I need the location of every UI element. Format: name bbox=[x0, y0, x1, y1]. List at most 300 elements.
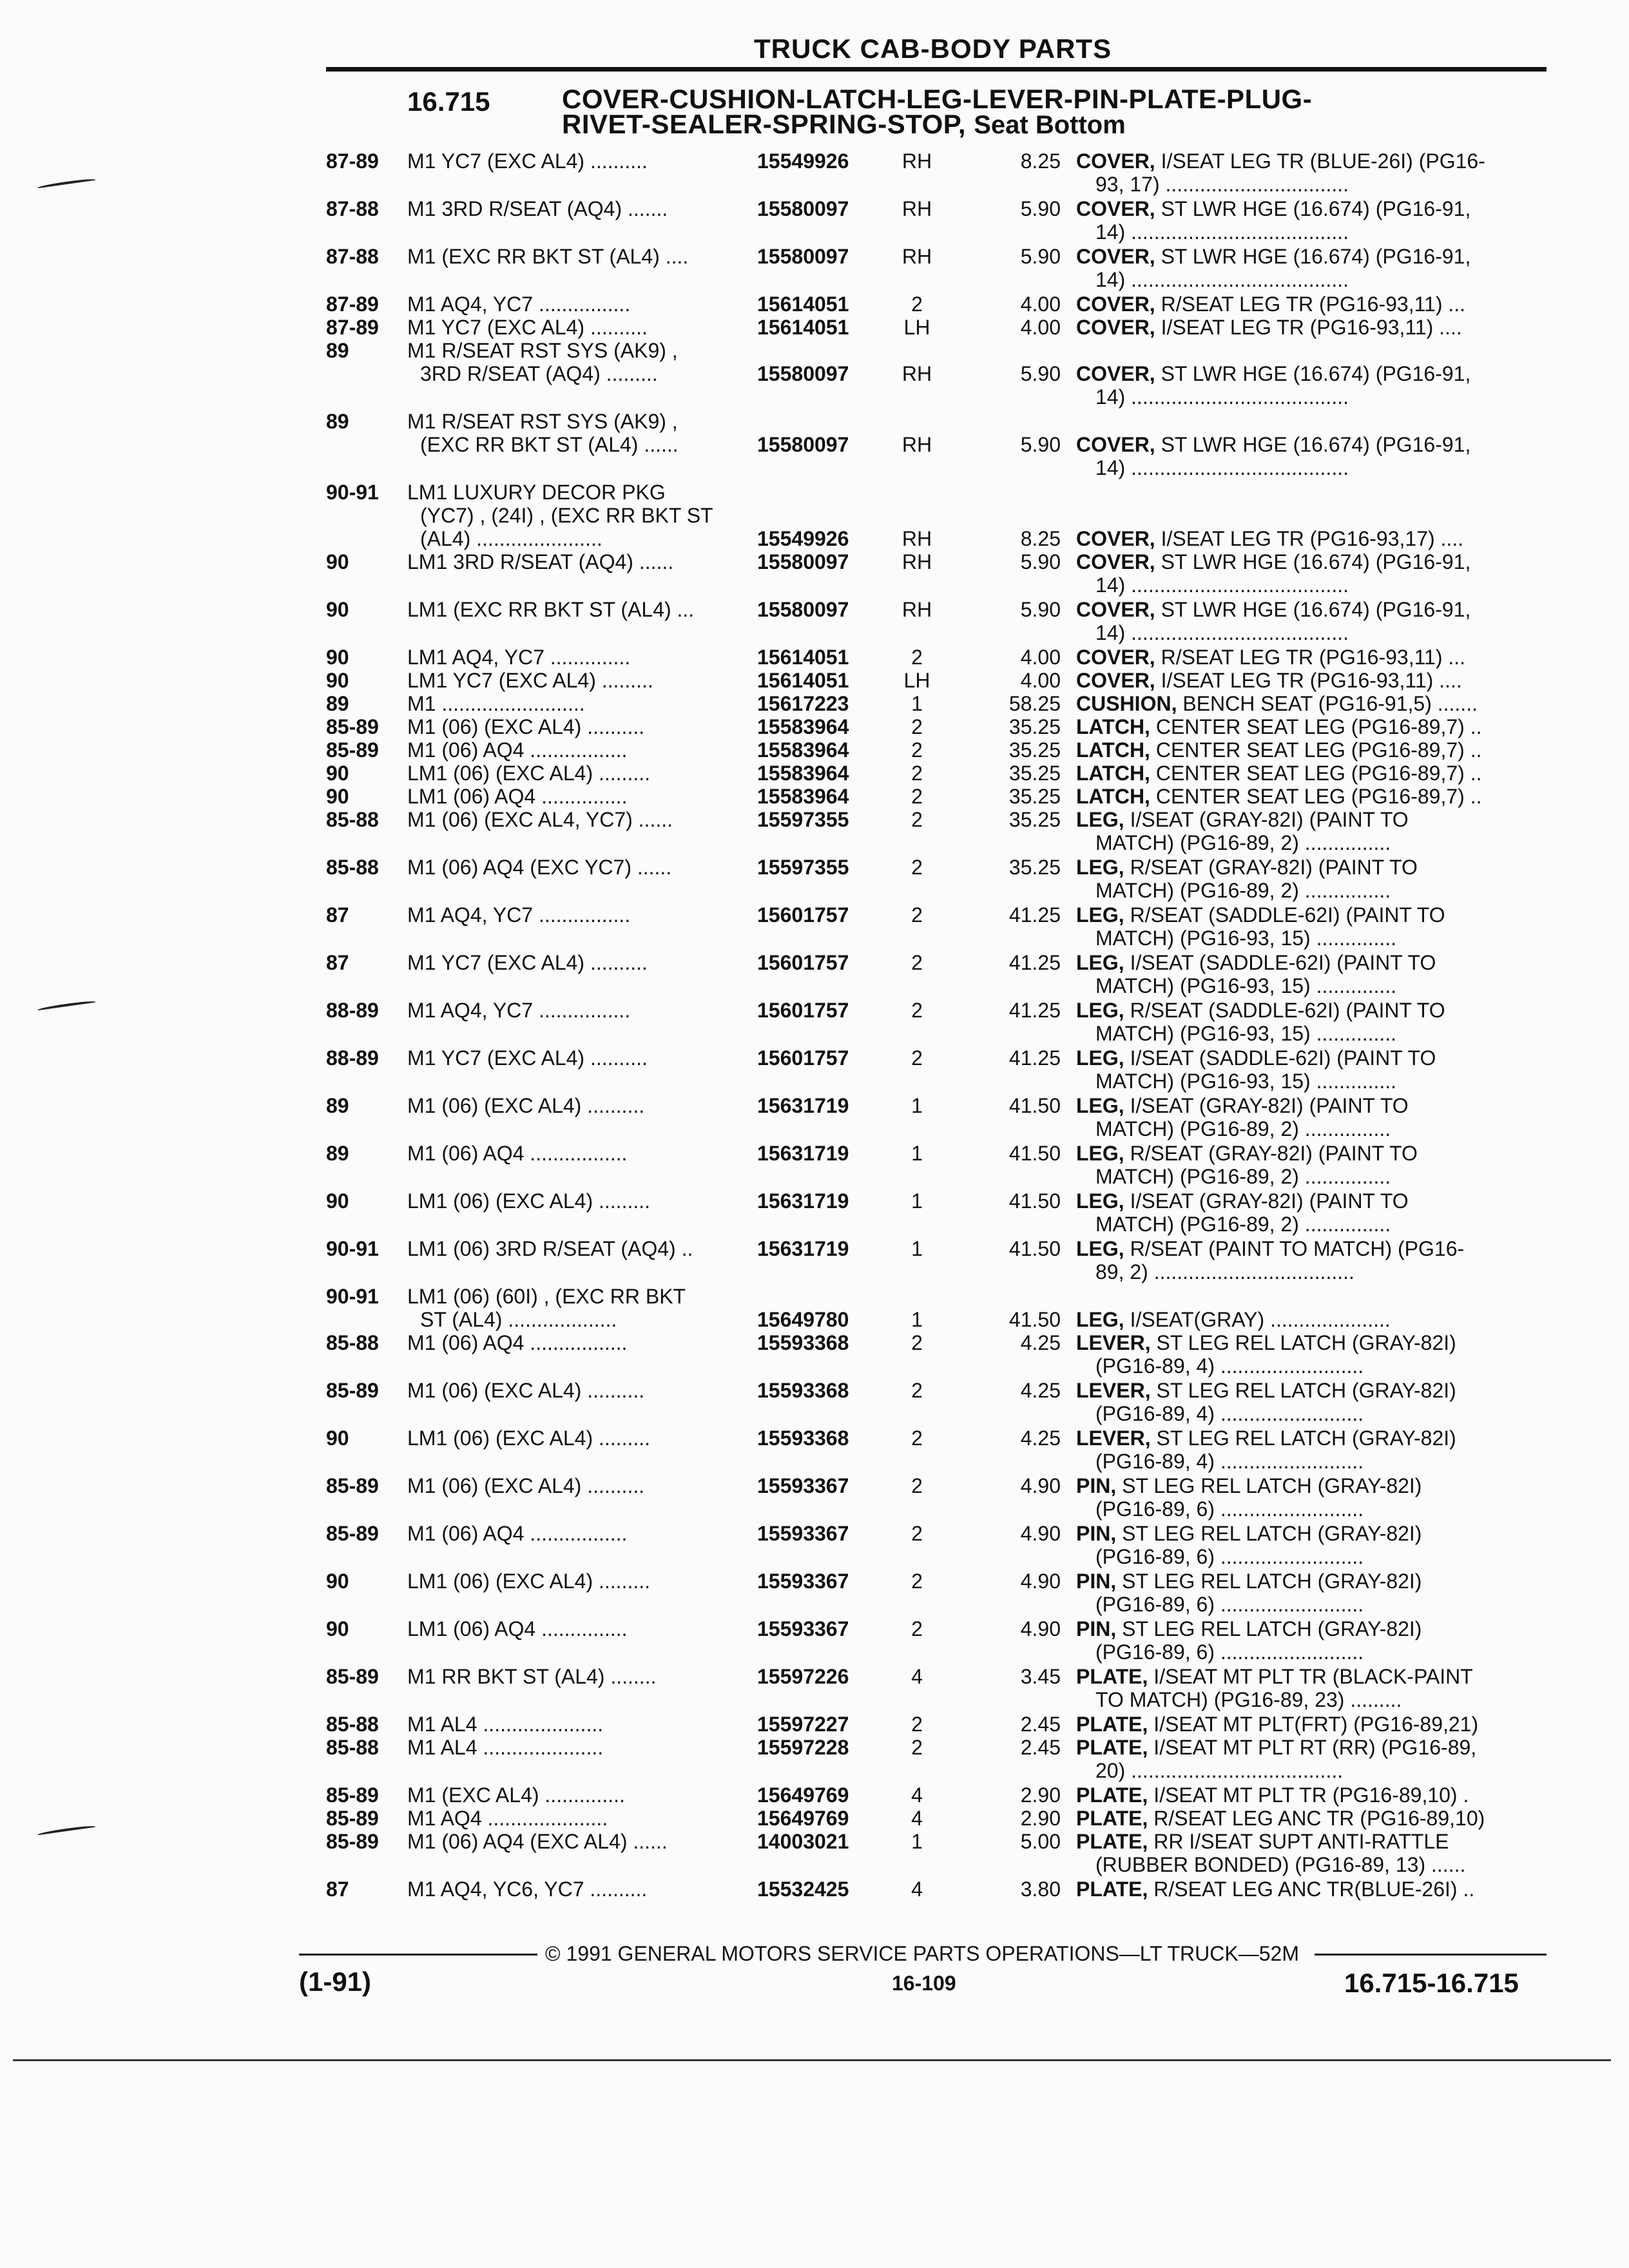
part-number: 15580097 bbox=[757, 550, 849, 573]
part-number: 15580097 bbox=[757, 598, 849, 621]
usage-line: LM1 (06) (EXC AL4) ......... bbox=[407, 1189, 651, 1213]
usage-line: LM1 (06) (EXC AL4) ......... bbox=[407, 762, 651, 785]
price: 4.25 bbox=[1020, 1331, 1061, 1354]
usage-description bbox=[407, 245, 755, 268]
part-description bbox=[1076, 1474, 1547, 1521]
model-years: 85-88 bbox=[326, 1713, 379, 1736]
quantity: RH bbox=[901, 149, 932, 173]
price: 35.25 bbox=[1008, 785, 1061, 808]
model-years: 87-88 bbox=[326, 245, 379, 268]
usage-line: (AL4) ...................... bbox=[420, 527, 602, 550]
model-years: 90 bbox=[326, 669, 349, 692]
price: 41.50 bbox=[1008, 1189, 1061, 1213]
usage-description bbox=[407, 1736, 755, 1759]
part-description-line bbox=[1076, 1830, 1547, 1853]
usage-line: M1 YC7 (EXC AL4) .......... bbox=[407, 149, 648, 173]
part-description bbox=[1076, 999, 1547, 1045]
part-description bbox=[1076, 903, 1547, 950]
price: 2.90 bbox=[1020, 1783, 1061, 1807]
part-description-line: MATCH) (PG16-93, 15) .............. bbox=[1095, 1070, 1397, 1093]
part-description-line: MATCH) (PG16-93, 15) .............. bbox=[1095, 927, 1397, 950]
part-description-line bbox=[1076, 762, 1547, 785]
quantity: 2 bbox=[911, 762, 923, 785]
footer-section-range: 16.715-16.715 bbox=[1344, 1968, 1519, 1998]
model-years: 89 bbox=[326, 692, 349, 715]
footer-rule-left bbox=[299, 1954, 537, 1956]
model-years: 85-89 bbox=[326, 1665, 379, 1688]
usage-line: ST (AL4) ................... bbox=[420, 1308, 617, 1331]
quantity: 2 bbox=[911, 903, 923, 927]
part-description-text: ST LWR HGE (16.674) (PG16-91, bbox=[1155, 598, 1471, 621]
part-description bbox=[1076, 598, 1547, 644]
usage-description bbox=[407, 1665, 755, 1688]
part-number: 15580097 bbox=[757, 245, 849, 268]
quantity: RH bbox=[901, 598, 932, 621]
part-name: PLATE, bbox=[1076, 1736, 1148, 1759]
part-description-text: ST LEG REL LATCH (GRAY-82I) bbox=[1116, 1474, 1422, 1497]
part-number: 15580097 bbox=[757, 433, 849, 456]
price: 5.90 bbox=[1020, 245, 1061, 268]
part-name: PLATE, bbox=[1076, 1807, 1148, 1830]
quantity: 4 bbox=[911, 1783, 923, 1807]
part-name: COVER, bbox=[1076, 669, 1155, 692]
part-description-line bbox=[1076, 738, 1547, 762]
part-number: 15583964 bbox=[757, 762, 849, 785]
part-description-line: 14) ...................................... bbox=[1095, 621, 1349, 644]
part-number: 15601757 bbox=[757, 1046, 849, 1070]
quantity: 4 bbox=[911, 1665, 923, 1688]
model-years: 90 bbox=[326, 1427, 349, 1450]
usage-description bbox=[407, 1617, 755, 1640]
part-description-text: ST LWR HGE (16.674) (PG16-91, bbox=[1155, 197, 1471, 220]
part-number: 15583964 bbox=[757, 715, 849, 738]
part-description bbox=[1076, 1308, 1547, 1331]
usage-line: M1 YC7 (EXC AL4) .......... bbox=[407, 951, 648, 974]
part-name: COVER, bbox=[1076, 245, 1155, 268]
quantity: 2 bbox=[911, 1736, 923, 1759]
part-description-line bbox=[1076, 785, 1547, 808]
part-description bbox=[1076, 1094, 1547, 1140]
price: 4.90 bbox=[1020, 1474, 1061, 1497]
section-subtitle: Seat Bottom bbox=[974, 111, 1126, 139]
quantity: 2 bbox=[911, 1713, 923, 1736]
model-years: 90-91 bbox=[326, 1237, 379, 1260]
part-description-line bbox=[1076, 1379, 1547, 1402]
part-description bbox=[1076, 762, 1547, 785]
model-years: 89 bbox=[326, 410, 349, 433]
usage-description bbox=[407, 669, 755, 692]
quantity: LH bbox=[903, 669, 930, 692]
part-number: 15593367 bbox=[757, 1617, 849, 1640]
quantity: RH bbox=[901, 197, 932, 220]
quantity: 2 bbox=[911, 1379, 923, 1402]
usage-description bbox=[407, 856, 755, 879]
model-years: 90 bbox=[326, 1189, 349, 1213]
part-name: LEG, bbox=[1076, 1046, 1124, 1070]
part-description-line bbox=[1076, 245, 1547, 268]
price: 5.90 bbox=[1020, 550, 1061, 573]
quantity: 1 bbox=[911, 1237, 923, 1260]
usage-description bbox=[407, 1570, 755, 1593]
model-years: 85-88 bbox=[326, 808, 379, 831]
price: 35.25 bbox=[1008, 856, 1061, 879]
part-description-line bbox=[1076, 646, 1547, 669]
part-number: 15580097 bbox=[757, 362, 849, 385]
quantity: 2 bbox=[911, 1046, 923, 1070]
part-name: LEVER, bbox=[1076, 1331, 1151, 1354]
model-years: 85-89 bbox=[326, 738, 379, 762]
part-description-line bbox=[1076, 1237, 1547, 1260]
usage-line: LM1 YC7 (EXC AL4) ......... bbox=[407, 669, 653, 692]
part-number: 15597227 bbox=[757, 1713, 849, 1736]
usage-description bbox=[407, 410, 755, 456]
usage-description bbox=[407, 999, 755, 1022]
part-description-line bbox=[1076, 550, 1547, 573]
quantity: 4 bbox=[911, 1878, 923, 1901]
part-description-line bbox=[1076, 669, 1547, 692]
part-number: 15593367 bbox=[757, 1570, 849, 1593]
part-description-line bbox=[1076, 1878, 1547, 1901]
usage-line: M1 (EXC RR BKT ST (AL4) .... bbox=[407, 245, 689, 268]
part-number: 15583964 bbox=[757, 738, 849, 762]
part-number: 15631719 bbox=[757, 1237, 849, 1260]
part-name: LEG, bbox=[1076, 1237, 1124, 1260]
part-name: LATCH, bbox=[1076, 762, 1150, 785]
model-years: 87-89 bbox=[326, 293, 379, 316]
part-number: 15614051 bbox=[757, 646, 849, 669]
price: 5.90 bbox=[1020, 433, 1061, 456]
part-description-line: (PG16-89, 6) ......................... bbox=[1095, 1545, 1364, 1568]
part-name: LEG, bbox=[1076, 1094, 1124, 1117]
usage-description bbox=[407, 1830, 755, 1853]
part-description bbox=[1076, 1807, 1547, 1830]
part-description-line bbox=[1076, 293, 1547, 316]
price: 4.90 bbox=[1020, 1522, 1061, 1545]
part-name: COVER, bbox=[1076, 433, 1155, 456]
usage-description bbox=[407, 738, 755, 762]
part-description bbox=[1076, 1713, 1547, 1736]
quantity: 2 bbox=[911, 738, 923, 762]
price: 35.25 bbox=[1008, 762, 1061, 785]
part-number: 15597355 bbox=[757, 856, 849, 879]
part-description-text: R/SEAT LEG ANC TR(BLUE-26I) .. bbox=[1148, 1878, 1475, 1901]
part-description-text: R/SEAT (GRAY-82I) (PAINT TO bbox=[1124, 856, 1418, 879]
part-name: COVER, bbox=[1076, 362, 1155, 385]
quantity: 1 bbox=[911, 1830, 923, 1853]
usage-line: LM1 (EXC RR BKT ST (AL4) ... bbox=[407, 598, 695, 621]
model-years: 85-89 bbox=[326, 715, 379, 738]
part-description-line: (PG16-89, 6) ......................... bbox=[1095, 1593, 1364, 1616]
part-number: 15601757 bbox=[757, 903, 849, 927]
part-description-text: R/SEAT (SADDLE-62I) (PAINT TO bbox=[1124, 999, 1445, 1022]
part-number: 15593368 bbox=[757, 1379, 849, 1402]
part-description-text: R/SEAT LEG TR (PG16-93,11) ... bbox=[1155, 293, 1466, 316]
usage-description bbox=[407, 316, 755, 339]
quantity: 2 bbox=[911, 1331, 923, 1354]
part-number: 14003021 bbox=[757, 1830, 849, 1853]
part-description-line bbox=[1076, 999, 1547, 1022]
model-years: 85-89 bbox=[326, 1379, 379, 1402]
part-description bbox=[1076, 1617, 1547, 1664]
part-description-line bbox=[1076, 316, 1547, 339]
part-description bbox=[1076, 1522, 1547, 1568]
part-name: PLATE, bbox=[1076, 1713, 1148, 1736]
part-description-text: CENTER SEAT LEG (PG16-89,7) .. bbox=[1150, 785, 1482, 808]
part-name: PLATE, bbox=[1076, 1830, 1148, 1853]
part-number: 15649769 bbox=[757, 1783, 849, 1807]
quantity: 2 bbox=[911, 1427, 923, 1450]
usage-description bbox=[407, 1474, 755, 1497]
part-description bbox=[1076, 527, 1547, 550]
scan-edge-line bbox=[13, 2059, 1611, 2061]
model-years: 90 bbox=[326, 1570, 349, 1593]
usage-line: LM1 (06) 3RD R/SEAT (AQ4) .. bbox=[407, 1237, 693, 1260]
usage-description bbox=[407, 692, 755, 715]
usage-description bbox=[407, 1331, 755, 1354]
part-name: PLATE, bbox=[1076, 1878, 1148, 1901]
model-years: 87-88 bbox=[326, 197, 379, 220]
model-years: 89 bbox=[326, 1142, 349, 1165]
part-description-text: ST LWR HGE (16.674) (PG16-91, bbox=[1155, 362, 1471, 385]
price: 41.50 bbox=[1008, 1142, 1061, 1165]
part-description-text: I/SEAT MT PLT(FRT) (PG16-89,21) bbox=[1148, 1713, 1479, 1736]
part-description-line bbox=[1076, 951, 1547, 974]
part-number: 15597226 bbox=[757, 1665, 849, 1688]
part-description-line: (PG16-89, 6) ......................... bbox=[1095, 1640, 1364, 1664]
part-description-line bbox=[1076, 433, 1547, 456]
part-description-line bbox=[1076, 362, 1547, 385]
usage-line: M1 YC7 (EXC AL4) .......... bbox=[407, 316, 648, 339]
part-name: LEG, bbox=[1076, 903, 1124, 927]
part-description-line: (PG16-89, 6) ......................... bbox=[1095, 1497, 1364, 1521]
price: 2.90 bbox=[1020, 1807, 1061, 1830]
quantity: 2 bbox=[911, 715, 923, 738]
quantity: LH bbox=[903, 316, 930, 339]
part-name: COVER, bbox=[1076, 550, 1155, 573]
usage-description bbox=[407, 951, 755, 974]
usage-description bbox=[407, 1237, 755, 1260]
price: 8.25 bbox=[1020, 527, 1061, 550]
part-description-text: I/SEAT (SADDLE-62I) (PAINT TO bbox=[1124, 1046, 1436, 1070]
model-years: 85-88 bbox=[326, 856, 379, 879]
part-description bbox=[1076, 1331, 1547, 1378]
part-description-line bbox=[1076, 692, 1547, 715]
part-description-text: CENTER SEAT LEG (PG16-89,7) .. bbox=[1150, 738, 1482, 762]
part-name: COVER, bbox=[1076, 527, 1155, 550]
part-number: 15601757 bbox=[757, 951, 849, 974]
part-description bbox=[1076, 550, 1547, 597]
part-description-line bbox=[1076, 1665, 1547, 1688]
part-description-text: I/SEAT LEG TR (BLUE-26I) (PG16- bbox=[1155, 149, 1485, 173]
usage-description bbox=[407, 598, 755, 621]
part-description-line: 93, 17) ................................ bbox=[1095, 173, 1349, 196]
part-description-line: TO MATCH) (PG16-89, 23) ......... bbox=[1095, 1688, 1402, 1711]
part-description-line bbox=[1076, 1522, 1547, 1545]
section-title-line2-text: RIVET-SEALER-SPRING-STOP, bbox=[562, 109, 967, 139]
part-description-line bbox=[1076, 1046, 1547, 1070]
part-number: 15649780 bbox=[757, 1308, 849, 1331]
part-description-text: R/SEAT (SADDLE-62I) (PAINT TO bbox=[1124, 903, 1445, 927]
part-name: PIN, bbox=[1076, 1617, 1117, 1640]
price: 5.90 bbox=[1020, 197, 1061, 220]
model-years: 85-88 bbox=[326, 1736, 379, 1759]
part-description-text: I/SEAT (SADDLE-62I) (PAINT TO bbox=[1124, 951, 1436, 974]
model-years: 87-89 bbox=[326, 316, 379, 339]
part-description bbox=[1076, 1046, 1547, 1093]
model-years: 90 bbox=[326, 785, 349, 808]
model-years: 90 bbox=[326, 762, 349, 785]
price: 4.90 bbox=[1020, 1617, 1061, 1640]
usage-line: LM1 (06) (EXC AL4) ......... bbox=[407, 1570, 651, 1593]
usage-line: LM1 (06) (EXC AL4) ......... bbox=[407, 1427, 651, 1450]
quantity: 1 bbox=[911, 1308, 923, 1331]
price: 4.25 bbox=[1020, 1379, 1061, 1402]
usage-description bbox=[407, 1094, 755, 1117]
part-name: COVER, bbox=[1076, 316, 1155, 339]
usage-description bbox=[407, 785, 755, 808]
usage-line: M1 (06) (EXC AL4) .......... bbox=[407, 1094, 645, 1117]
part-description-line: MATCH) (PG16-89, 2) ............... bbox=[1095, 1117, 1391, 1140]
part-description-line bbox=[1076, 715, 1547, 738]
part-description-text: I/SEAT (GRAY-82I) (PAINT TO bbox=[1124, 808, 1409, 831]
part-description-text: ST LWR HGE (16.674) (PG16-91, bbox=[1155, 550, 1471, 573]
usage-description bbox=[407, 1783, 755, 1807]
part-description bbox=[1076, 1427, 1547, 1473]
part-description-line bbox=[1076, 1570, 1547, 1593]
part-description bbox=[1076, 669, 1547, 692]
quantity: 2 bbox=[911, 1617, 923, 1640]
part-description bbox=[1076, 245, 1547, 291]
part-description-line bbox=[1076, 903, 1547, 927]
usage-line: M1 (06) AQ4 (EXC YC7) ...... bbox=[407, 856, 672, 879]
part-description-text: CENTER SEAT LEG (PG16-89,7) .. bbox=[1150, 715, 1482, 738]
usage-line: LM1 (06) AQ4 ............... bbox=[407, 1617, 628, 1640]
price: 5.90 bbox=[1020, 598, 1061, 621]
part-description-text: BENCH SEAT (PG16-91,5) ....... bbox=[1177, 692, 1478, 715]
part-number: 15597355 bbox=[757, 808, 849, 831]
part-number: 15631719 bbox=[757, 1142, 849, 1165]
part-description-line: 20) ..................................... bbox=[1095, 1759, 1344, 1782]
part-description-line: MATCH) (PG16-89, 2) ............... bbox=[1095, 1165, 1391, 1188]
part-description bbox=[1076, 1878, 1547, 1901]
model-years: 87 bbox=[326, 1878, 349, 1901]
part-description bbox=[1076, 1142, 1547, 1188]
part-description bbox=[1076, 715, 1547, 738]
part-name: LEG, bbox=[1076, 1189, 1124, 1213]
model-years: 85-89 bbox=[326, 1522, 379, 1545]
usage-line: M1 (06) AQ4 ................. bbox=[407, 1522, 628, 1545]
price: 3.45 bbox=[1020, 1665, 1061, 1688]
model-years: 85-88 bbox=[326, 1331, 379, 1354]
quantity: RH bbox=[901, 245, 932, 268]
part-name: PLATE, bbox=[1076, 1783, 1148, 1807]
part-description-text: ST LEG REL LATCH (GRAY-82I) bbox=[1150, 1331, 1456, 1354]
price: 35.25 bbox=[1008, 715, 1061, 738]
part-description bbox=[1076, 1570, 1547, 1616]
part-number: 15631719 bbox=[757, 1094, 849, 1117]
part-description-line bbox=[1076, 149, 1547, 173]
part-name: LATCH, bbox=[1076, 785, 1150, 808]
part-description-text: I/SEAT (GRAY-82I) (PAINT TO bbox=[1124, 1094, 1409, 1117]
usage-line: M1 AL4 ..................... bbox=[407, 1713, 604, 1736]
part-number: 15532425 bbox=[757, 1878, 849, 1901]
usage-line: M1 AQ4, YC6, YC7 .......... bbox=[407, 1878, 648, 1901]
part-name: PLATE, bbox=[1076, 1665, 1148, 1688]
usage-description bbox=[407, 197, 755, 220]
section-number: 16.715 bbox=[407, 86, 490, 117]
price: 4.25 bbox=[1020, 1427, 1061, 1450]
usage-description bbox=[407, 1878, 755, 1901]
part-description bbox=[1076, 1783, 1547, 1807]
part-description-text: I/SEAT LEG TR (PG16-93,17) .... bbox=[1155, 527, 1464, 550]
usage-description bbox=[407, 293, 755, 316]
usage-line: M1 RR BKT ST (AL4) ........ bbox=[407, 1665, 657, 1688]
quantity: RH bbox=[901, 550, 932, 573]
usage-line: M1 (06) (EXC AL4, YC7) ...... bbox=[407, 808, 673, 831]
part-number: 15614051 bbox=[757, 669, 849, 692]
part-description-line bbox=[1076, 1807, 1547, 1830]
part-name: COVER, bbox=[1076, 646, 1155, 669]
usage-description bbox=[407, 1522, 755, 1545]
usage-line: M1 (06) AQ4 ................. bbox=[407, 738, 628, 762]
usage-line: M1 AL4 ..................... bbox=[407, 1736, 604, 1759]
part-number: 15617223 bbox=[757, 692, 849, 715]
quantity: 2 bbox=[911, 1570, 923, 1593]
part-description-text: R/SEAT LEG TR (PG16-93,11) ... bbox=[1155, 646, 1466, 669]
part-description-line bbox=[1076, 1308, 1547, 1331]
part-name: LEG, bbox=[1076, 999, 1124, 1022]
part-description bbox=[1076, 1189, 1547, 1236]
part-description-text: ST LWR HGE (16.674) (PG16-91, bbox=[1155, 433, 1471, 456]
usage-description bbox=[407, 715, 755, 738]
part-description-line: 89, 2) ................................... bbox=[1095, 1260, 1354, 1283]
model-years: 88-89 bbox=[326, 999, 379, 1022]
usage-line: 3RD R/SEAT (AQ4) ......... bbox=[420, 362, 658, 385]
usage-description bbox=[407, 1142, 755, 1165]
usage-line: M1 (06) (EXC AL4) .......... bbox=[407, 715, 645, 738]
part-name: COVER, bbox=[1076, 293, 1155, 316]
usage-line: M1 R/SEAT RST SYS (AK9) , bbox=[407, 410, 678, 433]
model-years: 90 bbox=[326, 550, 349, 573]
part-description bbox=[1076, 362, 1547, 408]
quantity: 2 bbox=[911, 1474, 923, 1497]
part-name: PIN, bbox=[1076, 1570, 1117, 1593]
part-number: 15601757 bbox=[757, 999, 849, 1022]
model-years: 87-89 bbox=[326, 149, 379, 173]
part-name: LEG, bbox=[1076, 856, 1124, 879]
usage-description bbox=[407, 339, 755, 385]
part-description-text: I/SEAT(GRAY) ..................... bbox=[1124, 1308, 1391, 1331]
quantity: RH bbox=[901, 527, 932, 550]
quantity: 2 bbox=[911, 293, 923, 316]
usage-line: LM1 3RD R/SEAT (AQ4) ...... bbox=[407, 550, 674, 573]
price: 2.45 bbox=[1020, 1713, 1061, 1736]
model-years: 85-89 bbox=[326, 1474, 379, 1497]
part-name: LEG, bbox=[1076, 1308, 1124, 1331]
part-number: 15593368 bbox=[757, 1331, 849, 1354]
model-years: 90 bbox=[326, 646, 349, 669]
part-name: LEG, bbox=[1076, 1142, 1124, 1165]
part-number: 15649769 bbox=[757, 1807, 849, 1830]
usage-description bbox=[407, 1046, 755, 1070]
part-description bbox=[1076, 1665, 1547, 1711]
price: 4.00 bbox=[1020, 669, 1061, 692]
usage-description bbox=[407, 149, 755, 173]
usage-description bbox=[407, 1285, 755, 1331]
price: 2.45 bbox=[1020, 1736, 1061, 1759]
part-description-line: 14) ...................................... bbox=[1095, 385, 1349, 408]
usage-line: M1 (06) AQ4 (EXC AL4) ...... bbox=[407, 1830, 668, 1853]
